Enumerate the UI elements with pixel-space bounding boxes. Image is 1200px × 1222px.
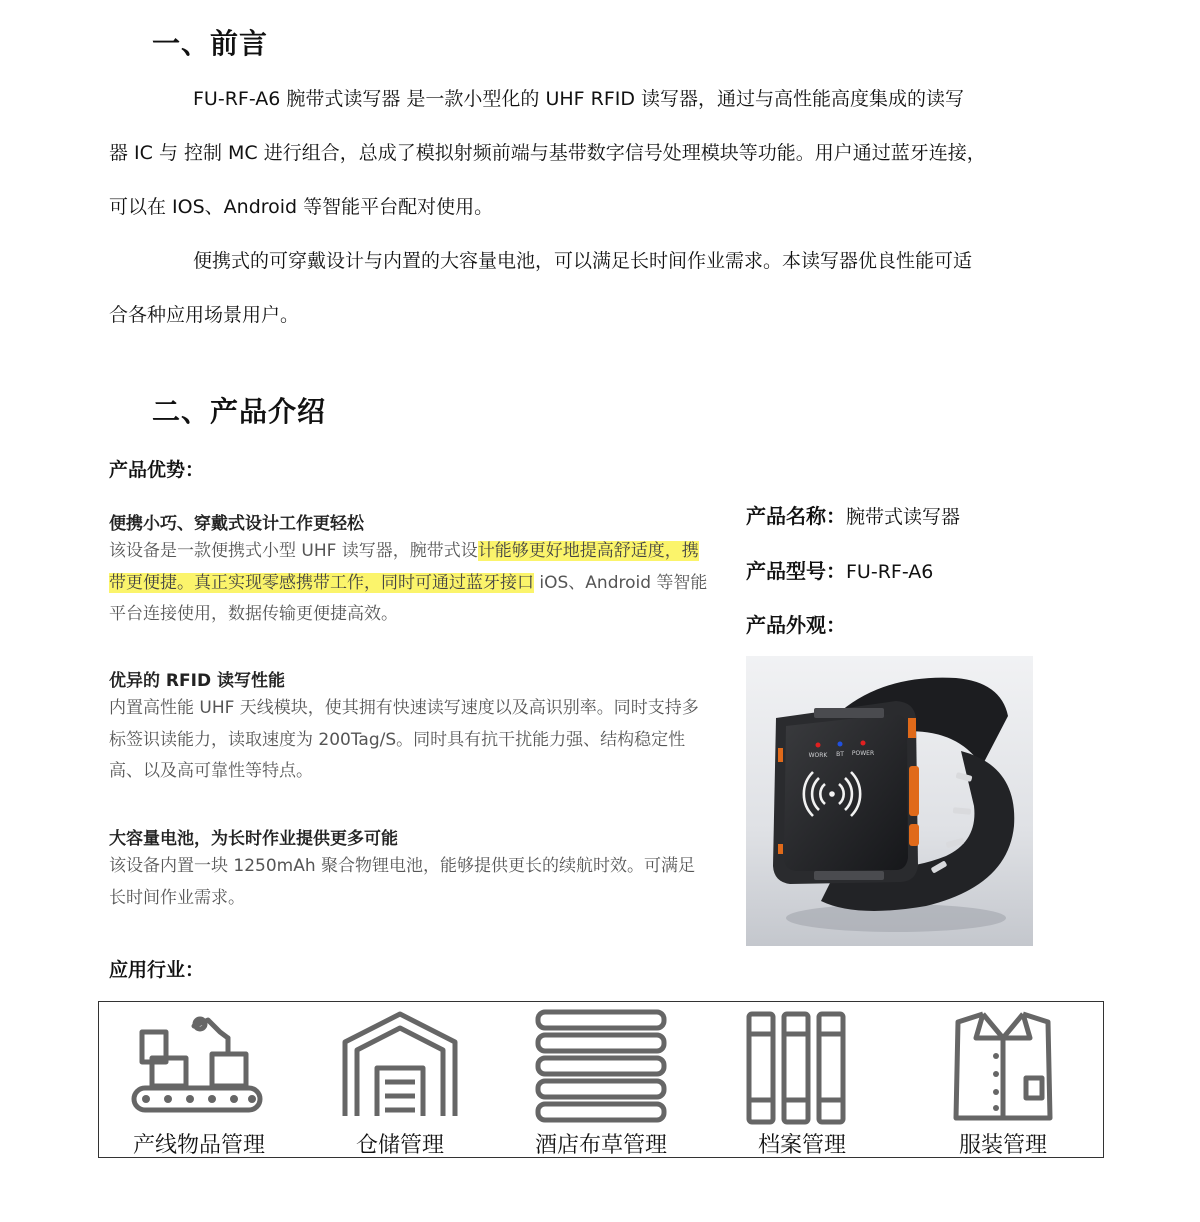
- production-line-icon: [124, 1008, 274, 1128]
- advantage-body-text: 该设备是一款便携式小型 UHF 读写器，腕带式设: [109, 541, 478, 561]
- preface-line: FU-RF-A6 腕带式读写器 是一款小型化的 UHF RFID 读写器，通过与高性能高度集成的读写: [193, 88, 965, 110]
- industry-archive: [702, 1002, 902, 1159]
- advantage-body: 内置高性能 UHF 天线模块，使其拥有快速读写速度以及高识别率。同时支持多标签识读能力，读取速度为 200Tag/S。同时具有抗干扰能力强、结构稳定性高、以及高可靠性等特点。: [109, 698, 699, 781]
- spec-product-appearance: [746, 609, 846, 638]
- advantage-title: 大容量电池，为长时作业提供更多可能: [109, 829, 398, 849]
- led-label-bt: BT: [836, 751, 844, 758]
- industry-production-line: [99, 1002, 299, 1159]
- shirt-icon: [928, 1008, 1078, 1128]
- advantage-body-text: iOS、Android 等智能平台连接使用，数据传输更便捷高效。: [109, 572, 708, 624]
- industries-panel: [98, 1001, 1104, 1158]
- industry-hotel-linen: [501, 1002, 701, 1159]
- preface-line: 便携式的可穿戴设计与内置的大容量电池，可以满足长时间作业需求。本读写器优良性能可适: [193, 250, 973, 272]
- spec-value: FU-RF-A6: [846, 561, 934, 583]
- highlighted-text: 计能够更好地提高舒适度，携带更便捷。真正实现零感携带工作，同时可通过蓝牙接口: [109, 541, 699, 593]
- spec-product-name: [746, 500, 960, 529]
- industry-label: 酒店布草管理: [534, 1133, 667, 1158]
- led-label-work: WORK: [808, 752, 828, 759]
- industry-clothing: [903, 1002, 1103, 1159]
- industries-label: 应用行业：: [109, 959, 205, 981]
- spec-value: 腕带式读写器: [846, 506, 961, 528]
- industry-warehouse: [300, 1002, 500, 1159]
- led-label-power: POWER: [851, 750, 875, 757]
- advantage-title: 便携小巧、穿戴式设计工作更轻松: [109, 514, 364, 534]
- preface-line: 器 IC 与 控制 MC 进行组合，总成了模拟射频前端与基带数字信号处理模块等功能。用户通过蓝牙连接，: [109, 142, 986, 164]
- spec-label: 产品外观：: [746, 613, 846, 637]
- warehouse-icon: [325, 1008, 475, 1128]
- section-heading-preface: 一、前言: [152, 27, 269, 60]
- industry-label: 仓储管理: [355, 1133, 444, 1158]
- product-image: [746, 656, 1033, 946]
- industry-label: 产线物品管理: [132, 1133, 265, 1158]
- preface-line: 可以在 IOS、Android 等智能平台配对使用。: [109, 196, 494, 218]
- linen-stack-icon: [526, 1008, 676, 1128]
- advantages-label: 产品优势：: [109, 459, 205, 481]
- spec-product-model: [746, 555, 933, 584]
- file-binders-icon: [727, 1008, 877, 1128]
- section-heading-product: 二、产品介绍: [152, 395, 327, 428]
- advantage-body: 该设备内置一块 1250mAh 聚合物锂电池，能够提供更长的续航时效。可满足长时间作业需求。: [109, 856, 696, 908]
- spec-label: 产品名称：: [746, 504, 846, 528]
- advantage-body: [109, 536, 709, 631]
- preface-line: 合各种应用场景用户。: [109, 304, 300, 326]
- industry-label: 服装管理: [958, 1133, 1047, 1158]
- industry-label: 档案管理: [757, 1133, 846, 1158]
- wristband-reader-image: [746, 656, 1033, 946]
- advantage-title: 优异的 RFID 读写性能: [109, 671, 285, 691]
- spec-label: 产品型号：: [746, 559, 846, 583]
- preface-paragraph-1: [109, 72, 1069, 342]
